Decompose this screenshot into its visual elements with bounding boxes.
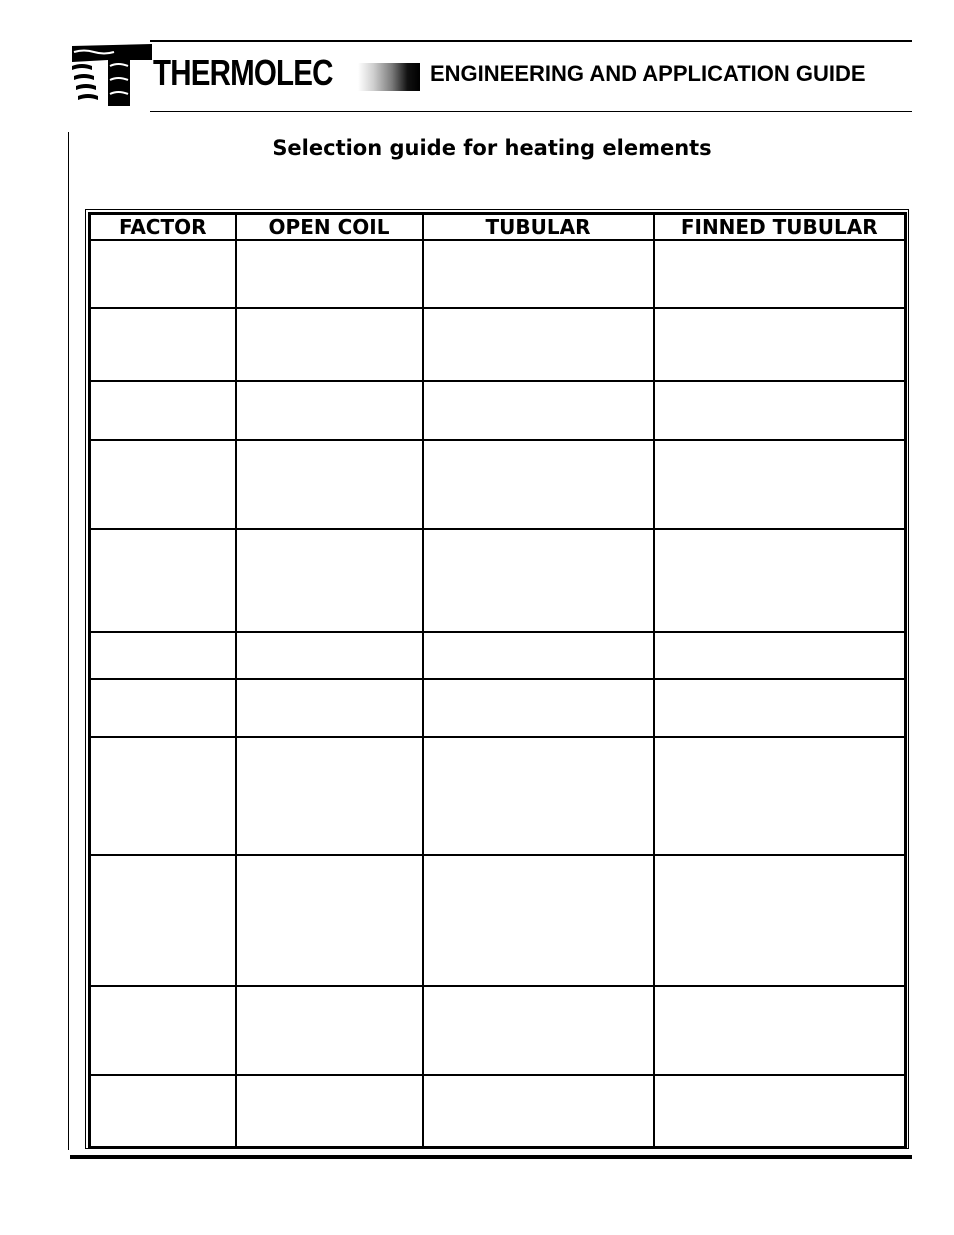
table-cell xyxy=(236,632,423,679)
table-cell xyxy=(654,240,906,308)
table-cell xyxy=(90,440,236,529)
table-cell xyxy=(90,632,236,679)
table-cell xyxy=(423,855,654,986)
table-cell xyxy=(90,855,236,986)
table-cell xyxy=(423,529,654,632)
table-cell xyxy=(90,308,236,381)
header-bottom-rule xyxy=(150,111,912,112)
table-row xyxy=(90,679,906,737)
selection-table xyxy=(88,212,907,1149)
table-cell xyxy=(236,381,423,440)
selection-table-frame xyxy=(85,209,909,1149)
table-cell xyxy=(236,1075,423,1147)
table-cell xyxy=(90,240,236,308)
thermolec-logo-icon xyxy=(70,40,154,110)
table-cell xyxy=(90,986,236,1075)
table-cell xyxy=(423,679,654,737)
table-row xyxy=(90,855,906,986)
table-cell xyxy=(236,737,423,855)
table-cell xyxy=(90,1075,236,1147)
table-cell xyxy=(90,679,236,737)
column-header-finned-tubular: FINNED TUBULAR xyxy=(654,214,906,241)
table-row xyxy=(90,440,906,529)
table-cell xyxy=(423,1075,654,1147)
table-row xyxy=(90,737,906,855)
guide-title: ENGINEERING AND APPLICATION GUIDE xyxy=(430,61,866,86)
table-cell xyxy=(654,308,906,381)
table-row xyxy=(90,529,906,632)
left-margin-rule xyxy=(68,132,69,1150)
table-cell xyxy=(236,986,423,1075)
column-header-factor: FACTOR xyxy=(90,214,236,241)
table-cell xyxy=(654,1075,906,1147)
table-cell xyxy=(423,308,654,381)
table-cell xyxy=(423,240,654,308)
table-cell xyxy=(423,737,654,855)
table-cell xyxy=(236,308,423,381)
table-cell xyxy=(90,381,236,440)
column-header-open-coil: OPEN COIL xyxy=(236,214,423,241)
table-row xyxy=(90,986,906,1075)
footer-rule xyxy=(70,1155,912,1159)
brand-name: THERMOLEC xyxy=(153,52,333,93)
table-cell xyxy=(236,855,423,986)
table-row xyxy=(90,1075,906,1147)
table-cell xyxy=(423,986,654,1075)
table-cell xyxy=(654,440,906,529)
table-cell xyxy=(654,679,906,737)
table-cell xyxy=(90,529,236,632)
table-row xyxy=(90,308,906,381)
column-header-tubular: TUBULAR xyxy=(423,214,654,241)
table-row xyxy=(90,381,906,440)
table-cell xyxy=(236,440,423,529)
table-cell xyxy=(654,529,906,632)
table-cell xyxy=(654,986,906,1075)
page-title-text: Selection guide for heating elements xyxy=(272,136,712,160)
page-title xyxy=(0,136,954,160)
table-cell xyxy=(654,381,906,440)
table-row xyxy=(90,240,906,308)
table-cell xyxy=(236,240,423,308)
table-cell xyxy=(654,632,906,679)
table-cell xyxy=(90,737,236,855)
table-cell xyxy=(423,440,654,529)
table-cell xyxy=(236,529,423,632)
table-cell xyxy=(654,737,906,855)
table-cell xyxy=(654,855,906,986)
brand-gradient-bar xyxy=(358,63,420,91)
table-cell xyxy=(236,679,423,737)
header-top-rule xyxy=(150,40,912,42)
table-header-row xyxy=(90,214,906,241)
table-cell xyxy=(423,381,654,440)
table-cell xyxy=(423,632,654,679)
table-row xyxy=(90,632,906,679)
